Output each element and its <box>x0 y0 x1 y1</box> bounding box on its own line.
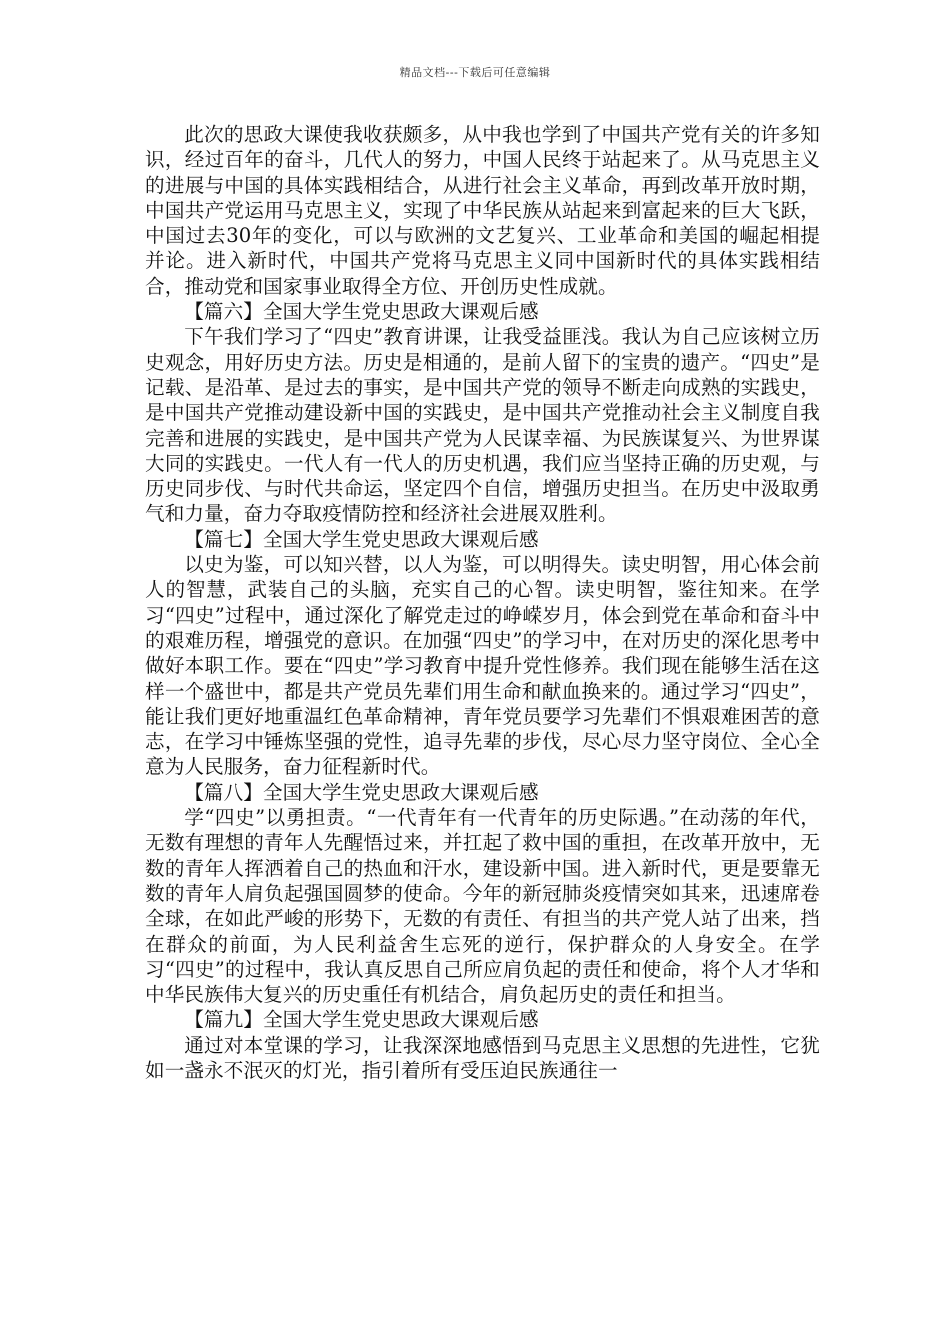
section-title-9: 【篇九】全国大学生党史思政大课观后感 <box>184 1008 539 1032</box>
section-title-7: 【篇七】全国大学生党史思政大课观后感 <box>184 527 539 551</box>
paragraph-section-8: 学“四史”以勇担责。“一代青年有一代青年的历史际遇。”在动荡的年代，无数有理想的青年人先醒悟过来，并扛起了救中国的重担，在改革开放中，无数的青年人挥洒着自己的热血和汗水，建设新中国。进入新时代，更是要靠无数的青年人肩负起强国圆梦的使命。今年的新冠肺炎疫情突如其来，迅速席卷全球，在如此严峻的形势下，无数的有责任、有担当的共产党人站了出来，挡在群众的前面，为人民利益舍生忘死的逆行，保护群众的人身安全。在学习“四史”的过程中，我认真反思自己所应肩负起的责任和使命，将个人才华和中华民族伟大复兴的历史重任有机结合，肩负起历史的责任和担当。 <box>145 806 820 1007</box>
paragraph-section-7: 以史为鉴，可以知兴替，以人为鉴，可以明得失。读史明智，用心体会前人的智慧，武装自己的头脑，充实自己的心智。读史明智，鉴往知来。在学习“四史”过程中，通过深化了解党走过的峥嵘岁月，体会到党在革命和奋斗中的艰难历程，增强党的意识。在加强“四史”的学习中，在对历史的深化思考中做好本职工作。要在“四史”学习教育中提升党性修养。我们现在能够生活在这样一个盛世中，都是共产党员先辈们用生命和献血换来的。通过学习“四史”，能让我们更好地重温红色革命精神，青年党员要学习先辈们不惧艰难困苦的意志，在学习中锤炼坚强的党性，追寻先辈的步伐，尽心尽力坚守岗位、全心全意为人民服务，奋力征程新时代。 <box>145 553 820 779</box>
page-header: 精品文档---下载后可任意编辑 <box>399 66 551 79</box>
document-body <box>145 122 820 1083</box>
paragraph-intro: 此次的思政大课使我收获颇多，从中我也学到了中国共产党有关的许多知识，经过百年的奋斗，几代人的努力，中国人民终于站起来了。从马克思主义的进展与中国的具体实践相结合，从进行社会主义革命，再到改革开放时期，中国共产党运用马克思主义，实现了中华民族从站起来到富起来的巨大飞跃，中国过去30年的变化，可以与欧洲的文艺复兴、工业革命和美国的崛起相提并论。进入新时代，中国共产党将马克思主义同中国新时代的具体实践相结合，推动党和国家事业取得全方位、开创历史性成就。 <box>145 123 820 298</box>
section-title-8: 【篇八】全国大学生党史思政大课观后感 <box>184 780 539 804</box>
paragraph-section-9: 通过对本堂课的学习，让我深深地感悟到马克思主义思想的先进性，它犹如一盏永不泯灭的灯光，指引着所有受压迫民族通往一 <box>145 1033 820 1082</box>
paragraph-section-6: 下午我们学习了“四史”教育讲课，让我受益匪浅。我认为自己应该树立历史观念，用好历史方法。历史是相通的，是前人留下的宝贵的遗产。“四史”是记载、是沿革、是过去的事实，是中国共产党的领导不断走向成熟的实践史，是中国共产党推动建设新中国的实践史，是中国共产党推动社会主义制度自我完善和进展的实践史，是中国共产党为人民谋幸福、为民族谋复兴、为世界谋大同的实践史。一代人有一代人的历史机遇，我们应当坚持正确的历史观，与历史同步伐、与时代共命运，坚定四个自信，增强历史担当。在历史中汲取勇气和力量，奋力夺取疫情防控和经济社会进展双胜利。 <box>145 325 820 526</box>
section-title-6: 【篇六】全国大学生党史思政大课观后感 <box>184 300 539 324</box>
